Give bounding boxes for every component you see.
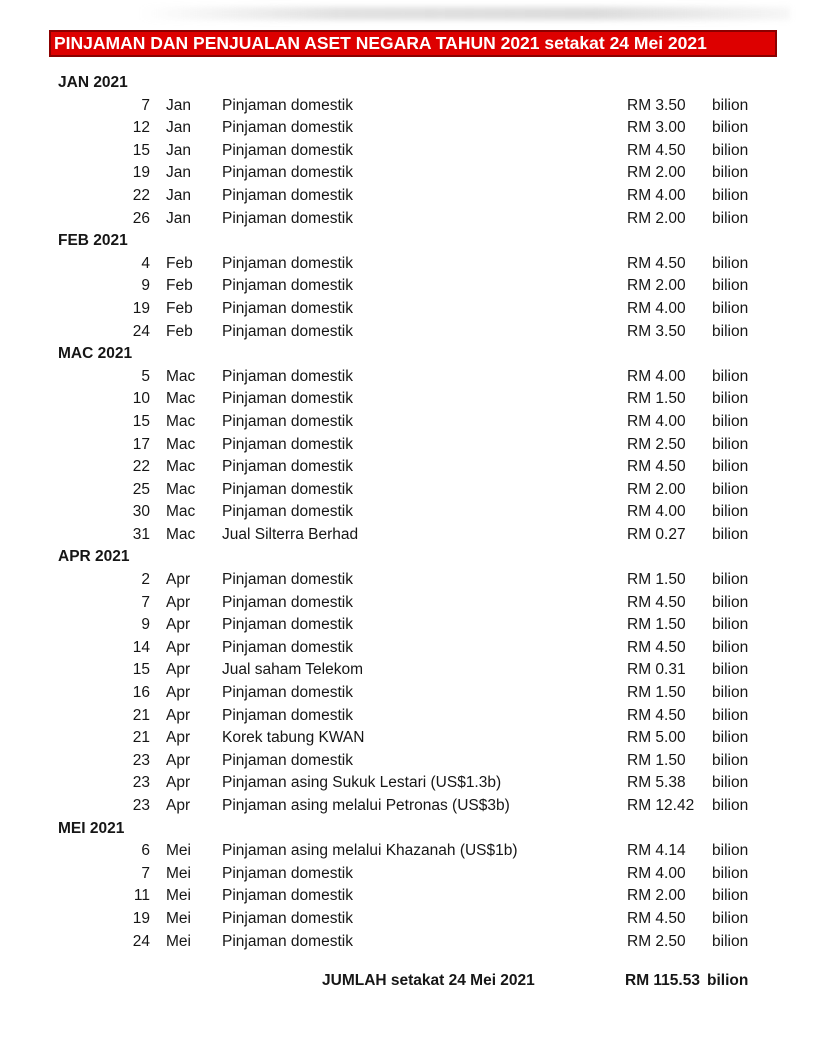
cell-month: Mei	[166, 932, 191, 950]
cell-desc: Pinjaman domestik	[222, 593, 353, 611]
cell-desc: Pinjaman domestik	[222, 96, 353, 114]
cell-desc: Pinjaman domestik	[222, 932, 353, 950]
cell-desc: Pinjaman domestik	[222, 864, 353, 882]
cell-day: 11	[133, 887, 150, 905]
cell-day: 23	[132, 774, 150, 792]
table-row	[0, 185, 825, 208]
cell-month: Mac	[166, 435, 196, 453]
cell-month: Mac	[166, 458, 196, 476]
cell-unit: bilion	[712, 864, 749, 882]
cell-month: Mei	[166, 909, 191, 927]
cell-unit: bilion	[712, 164, 749, 182]
table-row	[0, 208, 825, 231]
cell-month: Jan	[166, 96, 191, 114]
cell-desc: Pinjaman domestik	[222, 186, 353, 204]
cell-desc: Jual saham Telekom	[222, 661, 364, 679]
cell-day: 7	[141, 96, 150, 114]
cell-day: 26	[132, 209, 150, 227]
cell-desc: Pinjaman domestik	[222, 299, 353, 317]
table-row	[0, 727, 825, 750]
title-banner	[49, 30, 777, 57]
cell-unit: bilion	[712, 661, 749, 679]
table-row	[0, 501, 825, 524]
cell-desc: Pinjaman asing Sukuk Lestari (US$1.3b)	[222, 774, 502, 792]
cell-unit: bilion	[712, 367, 749, 385]
cell-desc: Pinjaman domestik	[222, 887, 353, 905]
cell-unit: bilion	[712, 706, 749, 724]
table-row	[0, 411, 825, 434]
cell-desc: Pinjaman domestik	[222, 616, 353, 634]
cell-amount: RM 2.50	[627, 435, 686, 453]
cell-amount: RM 1.50	[627, 684, 686, 702]
table-row	[0, 298, 825, 321]
cell-month: Mac	[166, 412, 196, 430]
cell-amount: RM 1.50	[627, 390, 686, 408]
table-row	[0, 479, 825, 502]
cell-month: Apr	[166, 684, 191, 702]
cell-desc: Pinjaman domestik	[222, 503, 353, 521]
table-row	[0, 275, 825, 298]
cell-amount: RM 12.42	[627, 797, 695, 814]
cell-month: Feb	[166, 277, 193, 295]
cell-month: Feb	[166, 322, 193, 340]
cell-day: 23	[132, 797, 150, 814]
cell-day: 25	[132, 480, 150, 498]
cell-amount: RM 4.00	[627, 186, 686, 204]
cell-month: Apr	[166, 638, 191, 656]
cell-desc: Korek tabung KWAN	[222, 729, 365, 747]
cell-day: 10	[132, 390, 150, 408]
cell-amount: RM 2.00	[627, 164, 686, 182]
table-row	[0, 321, 825, 344]
cell-amount: RM 4.00	[627, 367, 686, 385]
table-row	[0, 592, 825, 615]
cell-unit: bilion	[712, 797, 749, 814]
total-label: JUMLAH setakat 24 Mei 2021	[322, 972, 535, 989]
cell-unit: bilion	[712, 141, 749, 159]
cell-month: Jan	[166, 119, 191, 137]
cell-amount: RM 4.00	[627, 864, 686, 882]
cell-day: 9	[141, 616, 150, 634]
cell-desc: Pinjaman domestik	[222, 638, 353, 656]
loan-table	[0, 72, 825, 953]
cell-desc: Pinjaman domestik	[222, 254, 353, 272]
cell-unit: bilion	[712, 412, 749, 430]
cell-desc: Pinjaman domestik	[222, 706, 353, 724]
scan-artifact	[140, 7, 790, 20]
cell-desc: Jual Silterra Berhad	[222, 525, 359, 543]
cell-amount: RM 2.00	[627, 209, 686, 227]
cell-day: 2	[141, 571, 150, 589]
cell-month: Apr	[166, 661, 191, 679]
cell-unit: bilion	[712, 186, 749, 204]
table-row	[0, 140, 825, 163]
cell-amount: RM 3.00	[627, 119, 686, 137]
cell-day: 16	[132, 684, 150, 702]
table-row	[0, 95, 825, 118]
cell-desc: Pinjaman domestik	[222, 751, 353, 769]
total-row	[0, 969, 825, 992]
cell-amount: RM 4.00	[627, 299, 686, 317]
table-row	[0, 434, 825, 457]
table-row	[0, 366, 825, 389]
cell-day: 12	[132, 119, 150, 137]
cell-desc: Pinjaman domestik	[222, 141, 353, 159]
cell-amount: RM 4.50	[627, 909, 686, 927]
cell-desc: Pinjaman domestik	[222, 684, 353, 702]
table-row	[0, 931, 825, 954]
table-row	[0, 795, 825, 818]
cell-day: 21	[132, 706, 150, 724]
cell-amount: RM 4.50	[627, 254, 686, 272]
cell-amount: RM 4.50	[627, 593, 686, 611]
cell-month: Mac	[166, 503, 196, 521]
cell-month: Jan	[166, 209, 191, 227]
cell-day: 24	[132, 932, 150, 950]
cell-day: 30	[132, 503, 150, 521]
cell-day: 14	[132, 638, 150, 656]
cell-day: 19	[132, 299, 150, 317]
cell-desc: Pinjaman domestik	[222, 412, 353, 430]
cell-month: Feb	[166, 254, 193, 272]
table-row	[0, 772, 825, 795]
cell-amount: RM 1.50	[627, 616, 686, 634]
cell-amount: RM 2.50	[627, 932, 686, 950]
page-title: PINJAMAN DAN PENJUALAN ASET NEGARA TAHUN 2021 setakat 24 Mei 2021	[54, 33, 707, 53]
cell-desc: Pinjaman domestik	[222, 571, 353, 589]
cell-amount: RM 5.38	[627, 774, 686, 792]
cell-amount: RM 4.00	[627, 412, 686, 430]
table-row	[0, 614, 825, 637]
cell-month: Mei	[166, 864, 191, 882]
cell-unit: bilion	[712, 390, 749, 408]
cell-amount: RM 1.50	[627, 571, 686, 589]
table-row	[0, 840, 825, 863]
cell-unit: bilion	[712, 96, 749, 114]
cell-day: 21	[132, 729, 150, 747]
cell-day: 22	[132, 458, 150, 476]
cell-day: 17	[132, 435, 150, 453]
cell-day: 7	[141, 593, 150, 611]
table-row	[0, 750, 825, 773]
section-header: MEI 2021	[58, 819, 125, 837]
cell-day: 9	[141, 277, 150, 295]
cell-amount: RM 4.50	[627, 141, 686, 159]
cell-unit: bilion	[712, 480, 749, 498]
cell-unit: bilion	[712, 729, 749, 747]
cell-day: 15	[132, 141, 150, 159]
table-row	[0, 705, 825, 728]
cell-amount: RM 2.00	[627, 887, 686, 905]
cell-unit: bilion	[712, 277, 749, 295]
cell-unit: bilion	[712, 616, 749, 634]
cell-unit: bilion	[712, 842, 749, 860]
cell-unit: bilion	[712, 909, 749, 927]
cell-unit: bilion	[712, 209, 749, 227]
table-row	[0, 682, 825, 705]
cell-month: Apr	[166, 616, 191, 634]
cell-unit: bilion	[712, 119, 749, 137]
section-header: FEB 2021	[58, 232, 128, 250]
cell-day: 24	[132, 322, 150, 340]
cell-unit: bilion	[712, 684, 749, 702]
cell-month: Jan	[166, 164, 191, 182]
cell-desc: Pinjaman domestik	[222, 480, 353, 498]
cell-amount: RM 0.27	[627, 525, 686, 543]
cell-day: 15	[132, 661, 150, 679]
cell-amount: RM 4.14	[627, 842, 686, 860]
cell-month: Apr	[166, 774, 191, 792]
cell-month: Jan	[166, 186, 191, 204]
cell-unit: bilion	[712, 774, 749, 792]
cell-desc: Pinjaman domestik	[222, 367, 353, 385]
cell-unit: bilion	[712, 503, 749, 521]
cell-month: Apr	[166, 797, 191, 814]
cell-day: 4	[141, 254, 150, 272]
cell-day: 31	[132, 525, 150, 543]
cell-day: 5	[141, 367, 150, 385]
table-row	[0, 117, 825, 140]
table-row	[0, 569, 825, 592]
cell-desc: Pinjaman domestik	[222, 164, 353, 182]
cell-desc: Pinjaman domestik	[222, 390, 353, 408]
cell-unit: bilion	[712, 435, 749, 453]
cell-unit: bilion	[712, 571, 749, 589]
cell-month: Apr	[166, 729, 191, 747]
cell-amount: RM 4.00	[627, 503, 686, 521]
cell-month: Feb	[166, 299, 193, 317]
table-row	[0, 162, 825, 185]
cell-amount: RM 4.50	[627, 458, 686, 476]
cell-unit: bilion	[712, 322, 749, 340]
cell-amount: RM 4.50	[627, 706, 686, 724]
cell-month: Mac	[166, 390, 196, 408]
cell-desc: Pinjaman domestik	[222, 277, 353, 295]
table-row	[0, 388, 825, 411]
cell-month: Apr	[166, 751, 191, 769]
cell-day: 23	[132, 751, 150, 769]
cell-unit: bilion	[712, 638, 749, 656]
cell-day: 19	[132, 164, 150, 182]
cell-unit: bilion	[712, 254, 749, 272]
cell-month: Apr	[166, 706, 191, 724]
cell-day: 19	[132, 909, 150, 927]
cell-desc: Pinjaman domestik	[222, 322, 353, 340]
table-row	[0, 524, 825, 547]
cell-month: Apr	[166, 571, 191, 589]
total-unit: bilion	[707, 972, 749, 989]
cell-day: 7	[141, 864, 150, 882]
cell-unit: bilion	[712, 593, 749, 611]
table-row	[0, 885, 825, 908]
cell-desc: Pinjaman domestik	[222, 119, 353, 137]
cell-month: Jan	[166, 141, 191, 159]
cell-month: Mei	[166, 887, 191, 905]
cell-day: 22	[132, 186, 150, 204]
total-amount: RM 115.53	[625, 972, 700, 989]
cell-amount: RM 2.00	[627, 277, 686, 295]
cell-amount: RM 3.50	[627, 322, 686, 340]
cell-amount: RM 5.00	[627, 729, 686, 747]
cell-unit: bilion	[712, 887, 749, 905]
cell-desc: Pinjaman domestik	[222, 909, 353, 927]
table-row	[0, 637, 825, 660]
cell-desc: Pinjaman domestik	[222, 209, 353, 227]
cell-amount: RM 2.00	[627, 480, 686, 498]
cell-month: Apr	[166, 593, 191, 611]
cell-day: 15	[132, 412, 150, 430]
cell-month: Mac	[166, 525, 196, 543]
table-row	[0, 863, 825, 886]
section-header: APR 2021	[58, 548, 130, 566]
cell-unit: bilion	[712, 458, 749, 476]
table-row	[0, 659, 825, 682]
cell-amount: RM 4.50	[627, 638, 686, 656]
cell-month: Mei	[166, 842, 191, 860]
cell-month: Mac	[166, 367, 196, 385]
cell-desc: Pinjaman asing melalui Petronas (US$3b)	[222, 797, 510, 814]
section-header: MAC 2021	[58, 345, 133, 363]
cell-amount: RM 1.50	[627, 751, 686, 769]
cell-unit: bilion	[712, 932, 749, 950]
cell-unit: bilion	[712, 525, 749, 543]
cell-desc: Pinjaman domestik	[222, 435, 353, 453]
cell-unit: bilion	[712, 299, 749, 317]
cell-desc: Pinjaman domestik	[222, 458, 353, 476]
cell-amount: RM 0.31	[627, 661, 686, 679]
table-row	[0, 908, 825, 931]
cell-day: 6	[141, 842, 150, 860]
section-header: JAN 2021	[58, 74, 128, 91]
cell-desc: Pinjaman asing melalui Khazanah (US$1b)	[222, 842, 518, 860]
table-row	[0, 253, 825, 276]
cell-unit: bilion	[712, 751, 749, 769]
cell-month: Mac	[166, 480, 196, 498]
table-row	[0, 456, 825, 479]
cell-amount: RM 3.50	[627, 96, 686, 114]
